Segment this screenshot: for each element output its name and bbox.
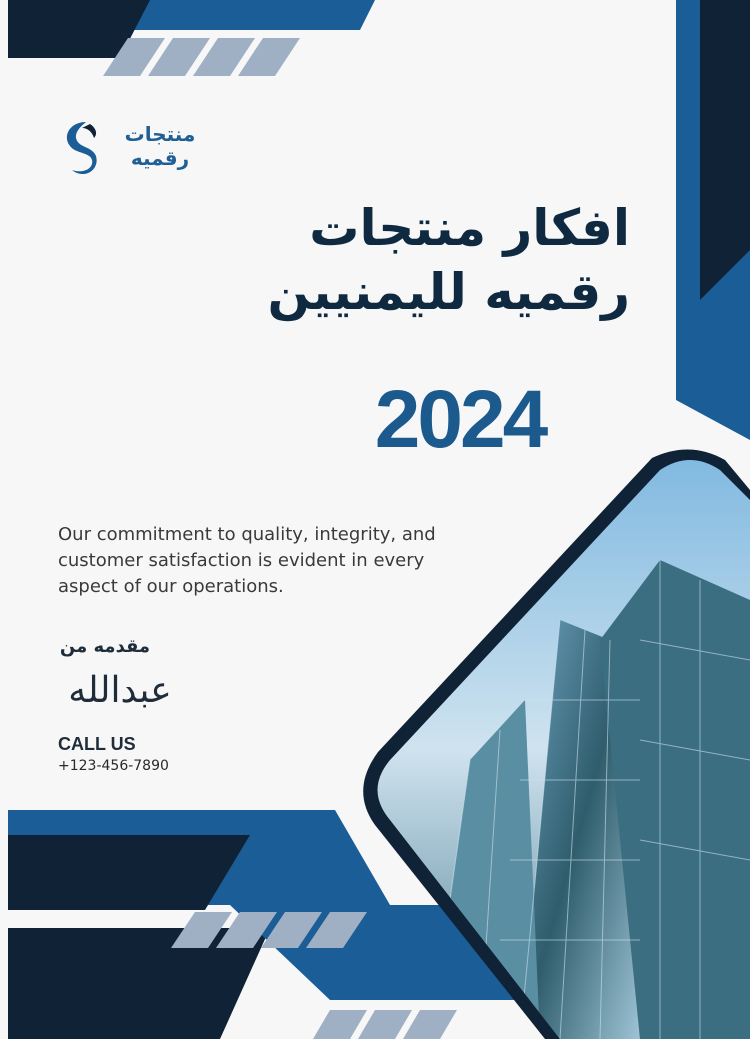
bottom-stripe-5 — [313, 1010, 367, 1039]
presenter-name: عبدالله — [68, 670, 172, 711]
swirl-s-icon — [67, 122, 97, 174]
year-label: 2024 — [374, 374, 546, 465]
description-text: Our commitment to quality, integrity, and customer satisfaction is evident in every aspect of our operations. — [58, 524, 436, 597]
right-navy-bar — [700, 0, 750, 300]
page-title: افكار منتجات رقميه لليمنيين — [267, 199, 630, 321]
logo-wordmark: منتجات رقميه — [124, 122, 196, 170]
phone-number[interactable]: +123-456-7890 — [58, 758, 169, 774]
call-us-label: CALL US — [58, 734, 136, 754]
bottom-stripe-7 — [403, 1010, 457, 1039]
presented-by-label: مقدمه من — [59, 636, 151, 657]
bottom-stripe-6 — [358, 1010, 412, 1039]
